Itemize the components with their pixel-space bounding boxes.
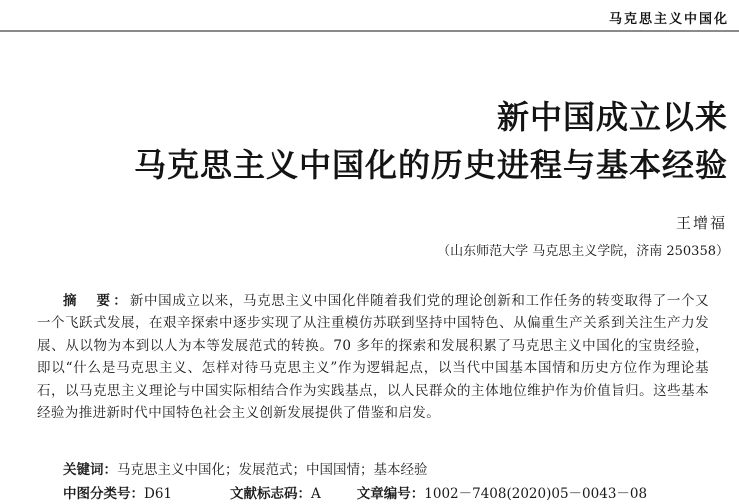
clc-label: 中图分类号： xyxy=(63,486,144,502)
abstract-label: 摘 要： xyxy=(63,293,130,309)
abstract xyxy=(37,290,709,424)
title-line-2: 马克思主义中国化的历史进程与基本经验 xyxy=(133,146,728,184)
article-no-value: 1002－7408(2020)05－0043－08 xyxy=(424,486,648,502)
keywords xyxy=(63,458,428,478)
keywords-text: 马克思主义中国化；发展范式；中国国情；基本经验 xyxy=(117,462,428,478)
author-name: 王增福 xyxy=(675,214,727,232)
doc-code-label: 文献标志码： xyxy=(230,486,312,502)
article-no-label: 文章编号： xyxy=(356,486,425,502)
running-head: 马克思主义中国化 xyxy=(608,12,729,27)
author-affiliation: （山东师范大学 马克思主义学院，济南 250358） xyxy=(437,244,729,259)
clc-value: D61 xyxy=(144,486,173,502)
header-rule xyxy=(0,30,739,32)
doc-code-value: A xyxy=(311,486,321,502)
keywords-label: 关键词： xyxy=(63,462,117,478)
article-metadata xyxy=(63,482,647,502)
abstract-text: 新中国成立以来，马克思主义中国化伴随着我们党的理论创新和工作任务的转变取得了一个又一个飞跃式发展，在艰辛探索中逐步实现了从注重模仿苏联到坚持中国特色、从偏重生产关系到关注生产力发展、从以物为本到以人为本等发展范式的转换。70 多年的探索和发展积累了马克思主义中国化的宝贵经验，即以“什么是马克思主义、怎样对待马克思主义”作为逻辑起点，以当代中国基本国情和历史方位作为理论基石，以马克思主义理论与中国实际相结合作为实践基点，以人民群众的主体地位维护作为价值旨归。这些基本经验为推进新时代中国特色社会主义创新发展提供了借鉴和启发。 xyxy=(37,293,709,422)
title-line-1: 新中国成立以来 xyxy=(496,98,728,136)
